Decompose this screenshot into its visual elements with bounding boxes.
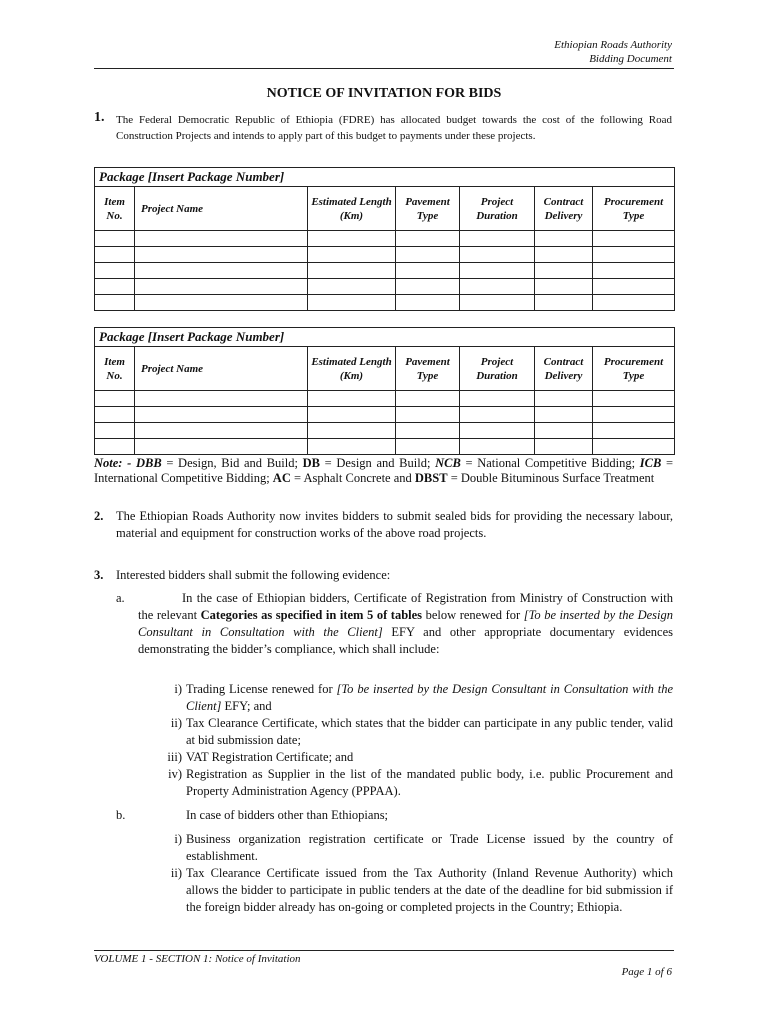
package-title: Package [Insert Package Number] (95, 168, 675, 187)
table-row (95, 263, 675, 279)
table-row (95, 423, 675, 439)
item-a-label: a. (116, 591, 125, 605)
para-2-number: 2. (94, 509, 104, 523)
package-table-1 (94, 167, 675, 311)
item-a-text (138, 590, 673, 658)
abbr-db-def: = Design and Build; (324, 456, 431, 470)
item-a-t4: [To be inserted by the Design Consultant in Consultation with the Client] (138, 608, 674, 639)
footer-rule (94, 950, 674, 951)
note-label: Note: - (94, 456, 132, 470)
sub-item-text (186, 681, 673, 715)
sub-item-pre: Trading License renewed for (186, 682, 337, 696)
package-title: Package [Insert Package Number] (95, 328, 675, 347)
abbr-ncb-def: = National Competitive Bidding; (465, 456, 636, 470)
col-pavement: Pavement Type (396, 347, 460, 391)
sub-item-number: ii) (170, 716, 182, 730)
table-row (95, 439, 675, 455)
abbr-dbb-def: = Design, Bid and Build; (166, 456, 298, 470)
item-b-label: b. (116, 808, 126, 822)
sub-item-number: i) (174, 682, 182, 696)
sub-item-number: i) (174, 832, 182, 846)
para-3-number: 3. (94, 568, 104, 582)
page-header (554, 38, 672, 66)
table-row (95, 279, 675, 295)
sub-item-text: Tax Clearance Certificate, which states that the bidder can participate in any public tender, valid at bid submission date; (186, 716, 673, 747)
col-length: Estimated Length (Km) (308, 347, 396, 391)
abbr-db: DB (302, 456, 320, 470)
sub-item-post: EFY; and (221, 699, 272, 713)
table-row (95, 231, 675, 247)
sub-item-number: iii) (167, 750, 182, 764)
item-b-text: In case of bidders other than Ethiopians; (186, 808, 389, 822)
sub-item-text: Registration as Supplier in the list of the mandated public body, i.e. public Procurement and Property Administration Agency (PPPAA). (186, 767, 673, 798)
abbr-ac: AC (272, 471, 291, 485)
sub-item-number: iv) (168, 767, 182, 781)
abbr-dbb: DBB (135, 456, 162, 470)
footer-section: VOLUME 1 - SECTION 1: Notice of Invitation (94, 953, 301, 965)
col-duration: Project Duration (460, 347, 535, 391)
para-2-text: The Ethiopian Roads Authority now invites bidders to submit sealed bids for providing the necessary labour, material and equipment for construction works of the above road projects. (116, 509, 673, 540)
para-3-text: Interested bidders shall submit the following evidence: (116, 568, 391, 582)
sub-item-number: ii) (170, 866, 182, 880)
col-contract: Contract Delivery (535, 347, 593, 391)
item-a-t3: below renewed for (425, 608, 521, 622)
table-row (95, 391, 675, 407)
col-procurement: Procurement Type (593, 187, 675, 231)
header-rule (94, 68, 674, 69)
abbr-dbst-def: = Double Bituminous Surface Treatment (450, 471, 655, 485)
col-pavement: Pavement Type (396, 187, 460, 231)
para-1-text: The Federal Democratic Republic of Ethiopia (FDRE) has allocated budget towards the cost of the following Road Construction Projects and intends to apply part of this budget to payments under these projects. (116, 114, 672, 142)
sub-item-text: VAT Registration Certificate; and (186, 750, 354, 764)
col-duration: Project Duration (460, 187, 535, 231)
col-contract: Contract Delivery (535, 187, 593, 231)
abbreviation-note (94, 456, 673, 486)
item-a-t1: In the case of Ethiopian bidders, Certificate of Registration from Ministry of Construction with the relevant (138, 591, 673, 622)
abbr-dbst: DBST (414, 471, 448, 485)
abbr-icb: ICB (639, 456, 662, 470)
package-table-2 (94, 327, 675, 455)
sub-item-text: Business organization registration certificate or Trade License issued by the country of establishment. (186, 832, 673, 863)
page-number: Page 1 of 6 (621, 966, 672, 978)
header-org: Ethiopian Roads Authority (554, 39, 672, 51)
abbr-ncb: NCB (435, 456, 461, 470)
sub-item-ital: [To be inserted by the Design Consultant in Consultation with the Client] (186, 682, 673, 713)
abbr-icb-def: = International Competitive Bidding; (94, 456, 674, 485)
sub-item-text: Tax Clearance Certificate issued from the Tax Authority (Inland Revenue Authority) which allows the bidder to participate in public tenders at the date of the deadline for bid submission if the foreign bidder already has on-going or completed projects in the Country; Ethiopia. (186, 866, 673, 914)
table-row (95, 295, 675, 311)
header-doc: Bidding Document (589, 53, 672, 65)
table-row (95, 247, 675, 263)
col-procurement: Procurement Type (593, 347, 675, 391)
col-item: Item No. (95, 187, 135, 231)
item-a-t5: EFY and other appropriate documentary evidences demonstrating the bidder’s compliance, which shall include: (138, 625, 673, 656)
abbr-ac-def: = Asphalt Concrete and (293, 471, 412, 485)
col-length: Estimated Length (Km) (308, 187, 396, 231)
col-item: Item No. (95, 347, 135, 391)
col-project-name: Project Name (135, 187, 308, 231)
page-title: NOTICE OF INVITATION FOR BIDS (266, 86, 502, 101)
item-a-t2: Categories as specified in item 5 of tables (200, 608, 423, 622)
table-row (95, 407, 675, 423)
para-1-number: 1. (94, 110, 105, 125)
col-project-name: Project Name (135, 347, 308, 391)
